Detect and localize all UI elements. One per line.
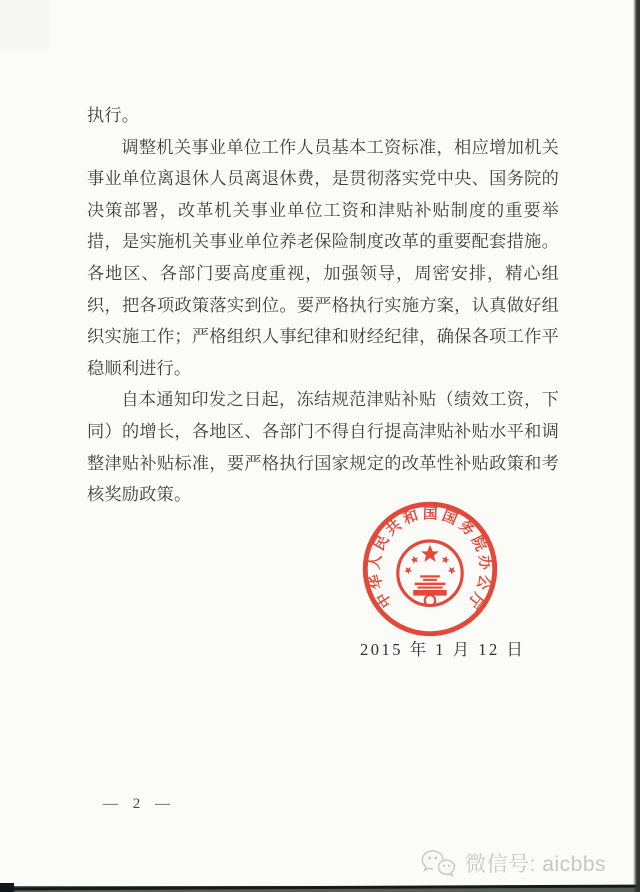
seal-ring-text: 中华人民共和国国务院办公厅 bbox=[366, 506, 493, 614]
watermark-text: 微信号: aicbbs bbox=[465, 853, 606, 876]
scan-edge-right bbox=[633, 0, 640, 892]
paragraph: 调整机关事业单位工作人员基本工资标准，相应增加机关事业单位离退休人员离退休费，是贯彻落实党中央、国务院的决策部署，改革机关事业单位工资和津贴补贴制度的重要举措，是实施机关事业单位养老保险制度改革的重要配套措施。各地区、各部门要高度重视，加强领导，周密安排，精心组织，把各项政策落实到位。要严格执行实施方案，认真做好组织实施工作；严格组织人事纪律和财经纪律，确保各项工作平稳顺利进行。 bbox=[87, 137, 559, 378]
issue-date: 2015 年 1 月 12 日 bbox=[360, 640, 526, 659]
scanner-tone-patch bbox=[0, 0, 50, 50]
paragraph-continuation: 执行。 bbox=[87, 106, 140, 125]
watermark bbox=[420, 848, 606, 878]
page-number: — 2 — bbox=[103, 796, 171, 812]
official-seal bbox=[350, 499, 510, 639]
seal-ring bbox=[365, 504, 495, 634]
document-body bbox=[87, 100, 559, 511]
wechat-icon bbox=[420, 848, 458, 878]
seal-graphic bbox=[350, 499, 510, 639]
paragraph: 自本通知印发之日起，冻结规范津贴补贴（绩效工资，下同）的增长，各地区、各部门不得自行提高津贴补贴水平和调整津贴补贴标准，要严格执行国家规定的改革性补贴政策和考核奖励政策。 bbox=[87, 390, 559, 505]
scan-edge-corner bbox=[0, 883, 14, 892]
national-emblem-icon bbox=[398, 541, 462, 606]
